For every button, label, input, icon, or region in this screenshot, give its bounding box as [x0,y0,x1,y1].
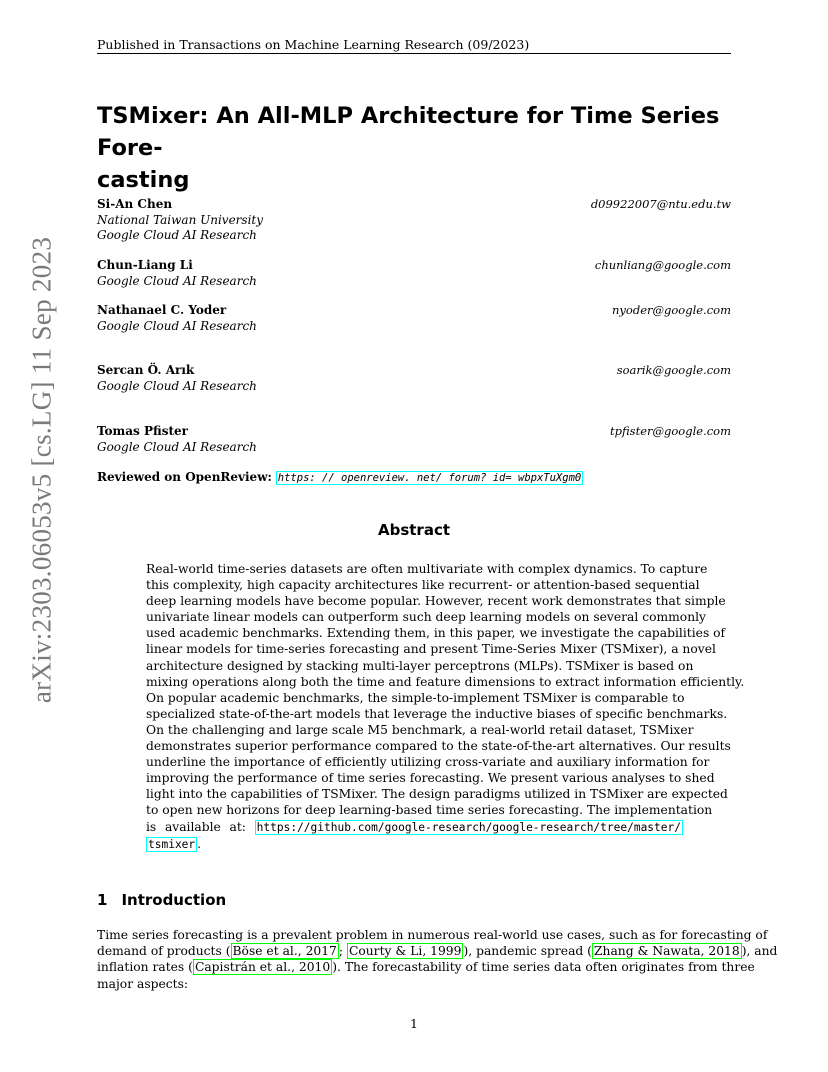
citation-author: Courty & Li [348,944,423,959]
openreview-label: Reviewed on OpenReview: [97,470,272,484]
abstract-line: underline the importance of efficiently utilizing cross-variate and auxiliary information for [146,755,710,770]
author-block [97,424,731,455]
section-heading [97,890,226,910]
title-line-2: casting [97,167,190,193]
author-email[interactable]: tpfister@google.com [610,424,731,438]
title-line-1: TSMixer: An All-MLP Architecture for Time Series Fore- [97,103,720,161]
author-name: Sercan Ö. Arık [97,363,195,377]
intro-paragraph [97,927,778,992]
abstract-text-span: is available at: [146,819,246,834]
citation-year: 2017 [305,944,337,959]
citation-year: 2018 [708,944,740,959]
abstract-line [146,836,683,853]
paper-title [97,100,737,196]
abstract-line: On popular academic benchmarks, the simple-to-implement TSMixer is comparable to [146,690,685,705]
intro-line [97,943,778,959]
abstract-line: univariate linear models can outperform such deep learning models on several commonly [146,610,707,625]
abstract-period: . [197,836,202,851]
citation-capistran-2010[interactable]: Capistrán et al., 2010 [194,960,331,975]
abstract-heading: Abstract [377,521,451,539]
author-affiliation: Google Cloud AI Research [97,228,257,242]
author-affiliation: Google Cloud AI Research [97,439,257,454]
github-link[interactable]: https://github.com/google-research/google-research/tree/master/ [256,820,681,834]
abstract-line: specialized state-of-the-art models that leverage the inductive biases of specific benchmarks. [146,706,728,721]
page-number: 1 [410,1016,418,1031]
citation-author: Böse et al. [232,944,298,959]
abstract-line: Real-world time-series datasets are often multivariate with complex dynamics. To capture [146,562,708,576]
github-link-continued[interactable]: tsmixer [148,837,196,851]
author-email[interactable]: chunliang@google.com [594,258,731,272]
abstract-line: demonstrates superior performance compared to the state-of-the-art alternatives. Our results [146,739,731,754]
citation-year: 2010 [298,960,331,975]
intro-line [97,959,755,975]
abstract-line: to open new horizons for deep learning-based time series forecasting. The implementation [146,803,713,818]
section-number: 1 [97,891,108,909]
author-name: Nathanael C. Yoder [97,303,227,317]
abstract-line: mixing operations along both the time and feature dimensions to extract information efficiently. [146,674,745,689]
author-block [97,303,731,334]
abstract-text [146,561,745,853]
abstract-line: used academic benchmarks. Extending them, in this paper, we investigate the capabilities of [146,626,726,641]
citation-zhang-2018[interactable]: Zhang & Nawata, 2018 [593,944,740,959]
citation-author: Zhang & Nawata [593,944,701,959]
citation-courty-1999[interactable]: Courty & Li, 1999 [348,944,462,959]
arxiv-stamp[interactable]: arXiv:2303.06053v5 [cs.LG] 11 Sep 2023 [26,236,57,704]
abstract-line: this complexity, high capacity architectures like recurrent- or attention-based sequential [146,578,700,593]
author-affiliation: Google Cloud AI Research [97,273,257,288]
author-block [97,363,731,394]
author-block [97,197,731,244]
abstract-line: linear models for time-series forecasting and present Time-Series Mixer (TSMixer), a novel [146,642,716,657]
author-email[interactable]: nyoder@google.com [612,303,731,317]
section-title: Introduction [121,891,227,909]
intro-text-span: inflation rates ( [97,960,193,975]
intro-text-span: ), pandemic spread ( [463,944,592,959]
intro-text-span: ; [338,944,344,959]
header-rule [97,53,731,54]
author-name: Chun-Liang Li [97,258,193,272]
author-affiliation: Google Cloud AI Research [97,378,257,393]
abstract-line: On the challenging and large scale M5 benchmark, a real-world retail dataset, TSMixer [146,722,694,737]
abstract-line: light into the capabilities of TSMixer. The design paradigms utilized in TSMixer are expected [146,787,728,802]
intro-line: Time series forecasting is a prevalent problem in numerous real-world use cases, such as for forecasting of [97,928,768,942]
author-block [97,258,731,289]
citation-bose-2017[interactable]: Böse et al., 2017 [232,944,337,959]
running-header: Published in Transactions on Machine Learning Research (09/2023) [97,37,530,52]
openreview-line [97,469,583,486]
abstract-line: deep learning models have become popular. However, recent work demonstrates that simple [146,594,726,609]
author-email[interactable]: d09922007@ntu.edu.tw [590,197,731,211]
author-affiliation: Google Cloud AI Research [97,318,257,333]
author-name: Tomas Pfister [97,424,188,438]
abstract-line: improving the performance of time series forecasting. We present various analyses to shed [146,771,715,786]
abstract-line [146,819,683,836]
citation-year: 1999 [430,944,462,959]
author-name: Si-An Chen [97,197,173,211]
intro-text-span: ). The forecastability of time series data often originates from three [332,960,755,975]
abstract-line: architecture designed by stacking multi-layer perceptrons (MLPs). TSMixer is based on [146,658,694,673]
author-affiliation: National Taiwan University [97,212,264,227]
openreview-link[interactable]: https: // openreview. net/ forum? id= wbpxTuXgm0 [277,472,582,484]
citation-author: Capistrán et al. [194,960,292,975]
intro-text-span: demand of products ( [97,944,231,959]
intro-text-span: ), and [741,944,778,959]
author-email[interactable]: soarik@google.com [616,363,731,377]
intro-line: major aspects: [97,976,189,991]
